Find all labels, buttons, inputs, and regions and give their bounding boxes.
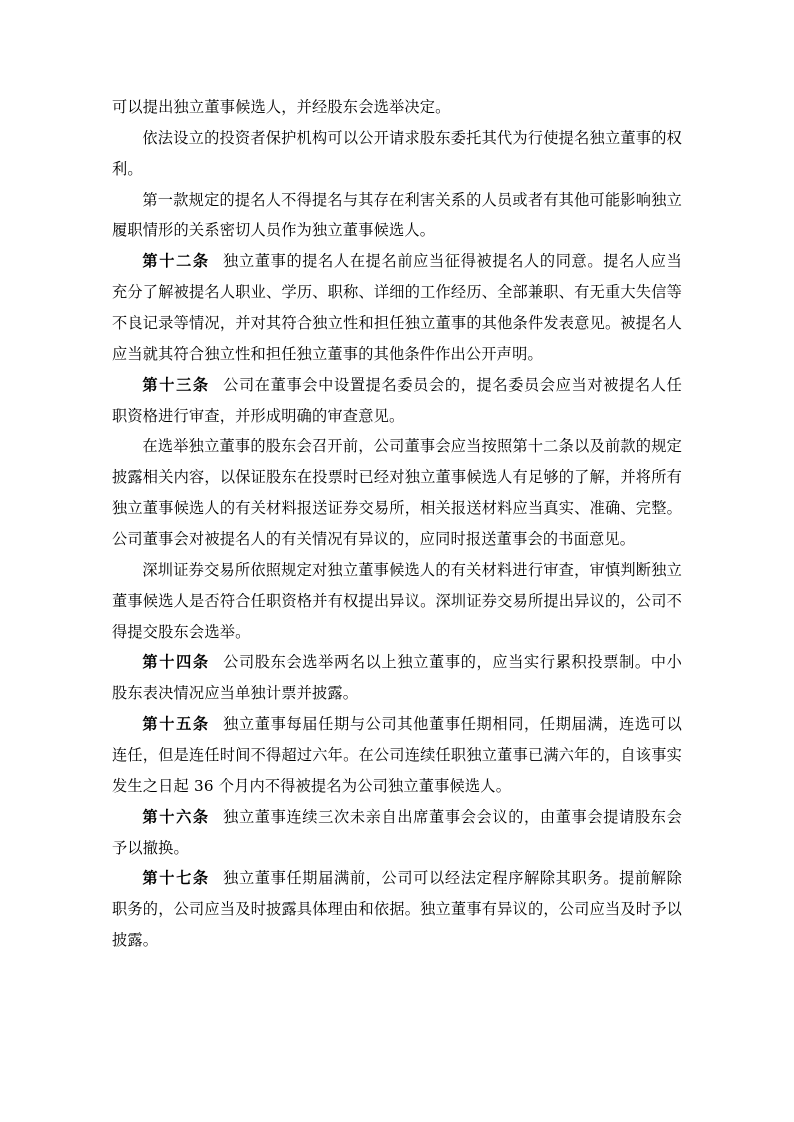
article-label: 第十二条 [142, 252, 210, 271]
paragraph-text: 独立董事任期届满前，公司可以经法定程序解除其职务。提前解除职务的，公司应当及时披露具体理由和依据。独立董事有异议的，公司应当及时予以披露。 [112, 869, 682, 950]
paragraph-text: 依法设立的投资者保护机构可以公开请求股东委托其代为行使提名独立董事的权利。 [112, 128, 682, 178]
paragraph-text: 公司股东会选举两名以上独立董事的，应当实行累积投票制。中小股东表决情况应当单独计票并披露。 [112, 653, 682, 703]
paragraph [112, 246, 682, 369]
paragraph-text: 独立董事的提名人在提名前应当征得被提名人的同意。提名人应当充分了解被提名人职业、学历、职称、详细的工作经历、全部兼职、有无重大失信等不良记录等情况，并对其符合独立性和担任独立董事的其他条件发表意见。被提名人应当就其符合独立性和担任独立董事的其他条件作出公开声明。 [112, 252, 682, 363]
article-label: 第十三条 [142, 375, 210, 394]
article-label: 第十五条 [142, 715, 210, 734]
paragraph [112, 647, 682, 709]
paragraph-text: 独立董事连续三次未亲自出席董事会会议的，由董事会提请股东会予以撤换。 [112, 807, 682, 857]
paragraph-text: 第一款规定的提名人不得提名与其存在利害关系的人员或者有其他可能影响独立履职情形的关系密切人员作为独立董事候选人。 [112, 190, 682, 240]
paragraph [112, 92, 682, 123]
article-label: 第十七条 [142, 869, 210, 888]
paragraph [112, 123, 682, 185]
paragraph [112, 863, 682, 956]
paragraph [112, 709, 682, 802]
paragraph [112, 555, 682, 648]
paragraph [112, 185, 682, 247]
paragraph [112, 370, 682, 432]
article-label: 第十六条 [142, 807, 210, 826]
paragraph-text: 深圳证券交易所依照规定对独立董事候选人的有关材料进行审查，审慎判断独立董事候选人是否符合任职资格并有权提出异议。深圳证券交易所提出异议的，公司不得提交股东会选举。 [112, 560, 682, 641]
article-label: 第十四条 [142, 653, 210, 672]
paragraph-text: 在选举独立董事的股东会召开前，公司董事会应当按照第十二条以及前款的规定披露相关内容，以保证股东在投票时已经对独立董事候选人有足够的了解，并将所有独立董事候选人的有关材料报送证券交易所，相关报送材料应当真实、准确、完整。公司董事会对被提名人的有关情况有异议的，应同时报送董事会的书面意见。 [112, 437, 682, 549]
paragraph-text: 可以提出独立董事候选人，并经股东会选举决定。 [112, 98, 451, 116]
paragraph-text: 公司在董事会中设置提名委员会的，提名委员会应当对被提名人任职资格进行审查，并形成明确的审查意见。 [112, 375, 682, 425]
paragraph [112, 431, 682, 554]
paragraph-text: 独立董事每届任期与公司其他董事任期相同，任期届满，连选可以连任，但是连任时间不得超过六年。在公司连续任职独立董事已满六年的，自该事实发生之日起 36 个月内不得被提名为公司独立董事候选人。 [112, 715, 682, 795]
paragraph [112, 802, 682, 864]
document-body [112, 92, 682, 956]
